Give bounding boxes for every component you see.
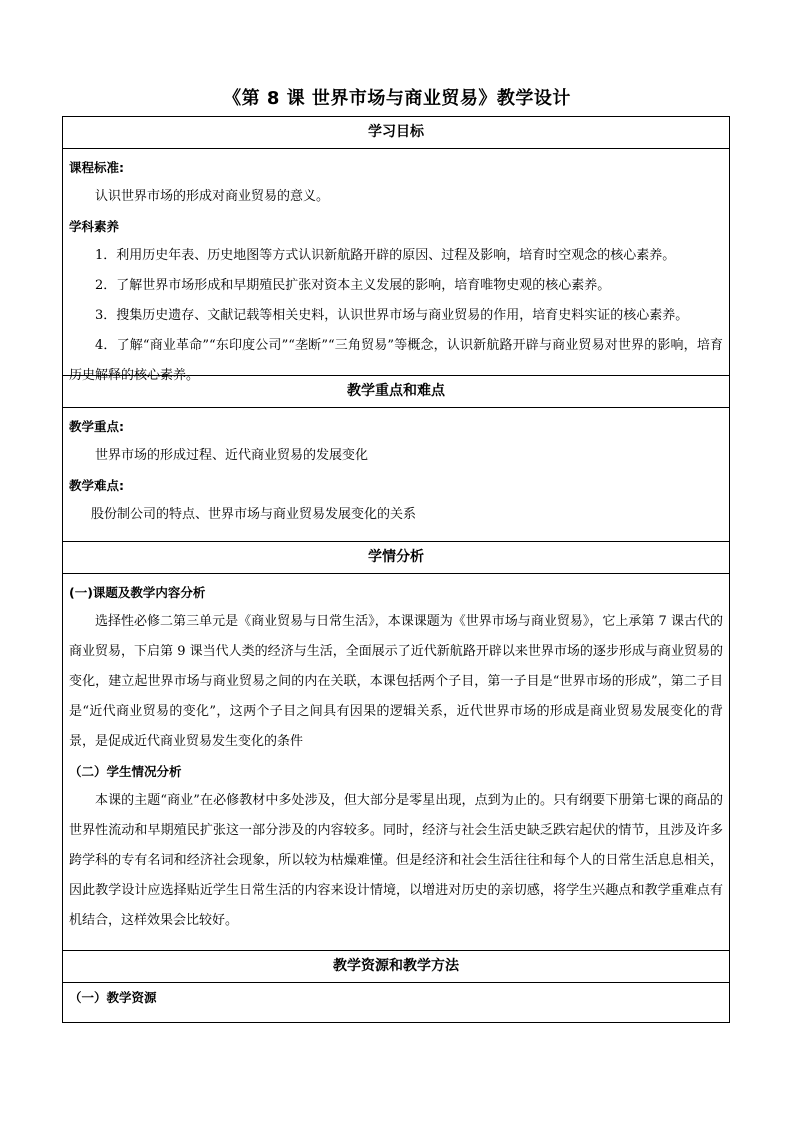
section-header-learning-goals: 学习目标 — [63, 117, 729, 149]
label-teaching-focus: 教学重点: — [69, 419, 124, 434]
paragraph: 认识世界市场的形成对商业贸易的意义。 — [95, 189, 330, 204]
label-subject-literacy: 学科素养 — [69, 219, 120, 234]
section-header-student-analysis: 学情分析 — [63, 542, 729, 574]
paragraph: 2．了解世界市场形成和早期殖民扩张对资本主义发展的影响，培育唯物史观的核心素养。 — [95, 278, 611, 293]
label-topic-analysis: (一)课题及教学内容分析 — [69, 585, 206, 600]
lesson-plan-table — [62, 116, 730, 1023]
label-student-situation: （二）学生情况分析 — [69, 764, 182, 779]
paragraph: 4．了解“商业革命”“东印度公司”“垄断”“三角贸易”等概念，认识新航路开辟与商业贸易对世界的影响，培育历史解释的核心素养。 — [69, 338, 723, 383]
section-body-learning-goals — [63, 149, 729, 383]
section-header-key-points: 教学重点和难点 — [63, 376, 729, 408]
label-teaching-difficulty: 教学难点: — [69, 478, 124, 493]
section-body-resources-methods — [63, 983, 729, 1022]
document-title: 《第 8 课 世界市场与商业贸易》教学设计 — [223, 88, 571, 109]
paragraph: 3．搜集历史遗存、文献记载等相关史料，认识世界市场与商业贸易的作用，培育史料实证的核心素养。 — [95, 308, 689, 323]
label-teaching-resources: （一）教学资源 — [69, 990, 157, 1005]
paragraph: 世界市场的形成过程、近代商业贸易的发展变化 — [95, 448, 369, 463]
paragraph: 股份制公司的特点、世界市场与商业贸易发展变化的关系 — [91, 507, 417, 522]
paragraph: 选择性必修二第三单元是《商业贸易与日常生活》，本课课题为《世界市场与商业贸易》，它上承第 7 课古代的商业贸易，下启第 9 课当代人类的经济与生活，全面展示了近代新航路开辟以来世界市场的逐步形成与商业贸易的变化，建立起世界市场与商业贸易之间的内在关联，本课包括两个子目，第一子目是“世界市场的形成”，第二子目是“近代商业贸易的变化”，这两个子目之间具有因果的逻辑关系，近代世界市场的形成是商业贸易发展变化的背景，是促成近代商业贸易发生变化的条件 — [69, 614, 723, 749]
paragraph: 本课的主题“商业”在必修教材中多处涉及，但大部分是零星出现，点到为止的。只有纲要下册第七课的商品的世界性流动和早期殖民扩张这一部分涉及的内容较多。同时，经济与社会生活史缺乏跌宕起伏的情节，且涉及许多跨学科的专有名词和经济社会现象，所以较为枯燥难懂。但是经济和社会生活往往和每个人的日常生活息息相关，因此教学设计应选择贴近学生日常生活的内容来设计情境，以增进对历史的亲切感，将学生兴趣点和教学重难点有机结合，这样效果会比较好。 — [69, 793, 723, 928]
section-header-resources-methods: 教学资源和教学方法 — [63, 951, 729, 983]
section-body-student-analysis — [63, 574, 729, 951]
label-curriculum-standard: 课程标准: — [69, 160, 124, 175]
section-body-key-points — [63, 408, 729, 542]
paragraph: 1．利用历史年表、历史地图等方式认识新航路开辟的原因、过程及影响，培育时空观念的核心素养。 — [95, 248, 676, 263]
